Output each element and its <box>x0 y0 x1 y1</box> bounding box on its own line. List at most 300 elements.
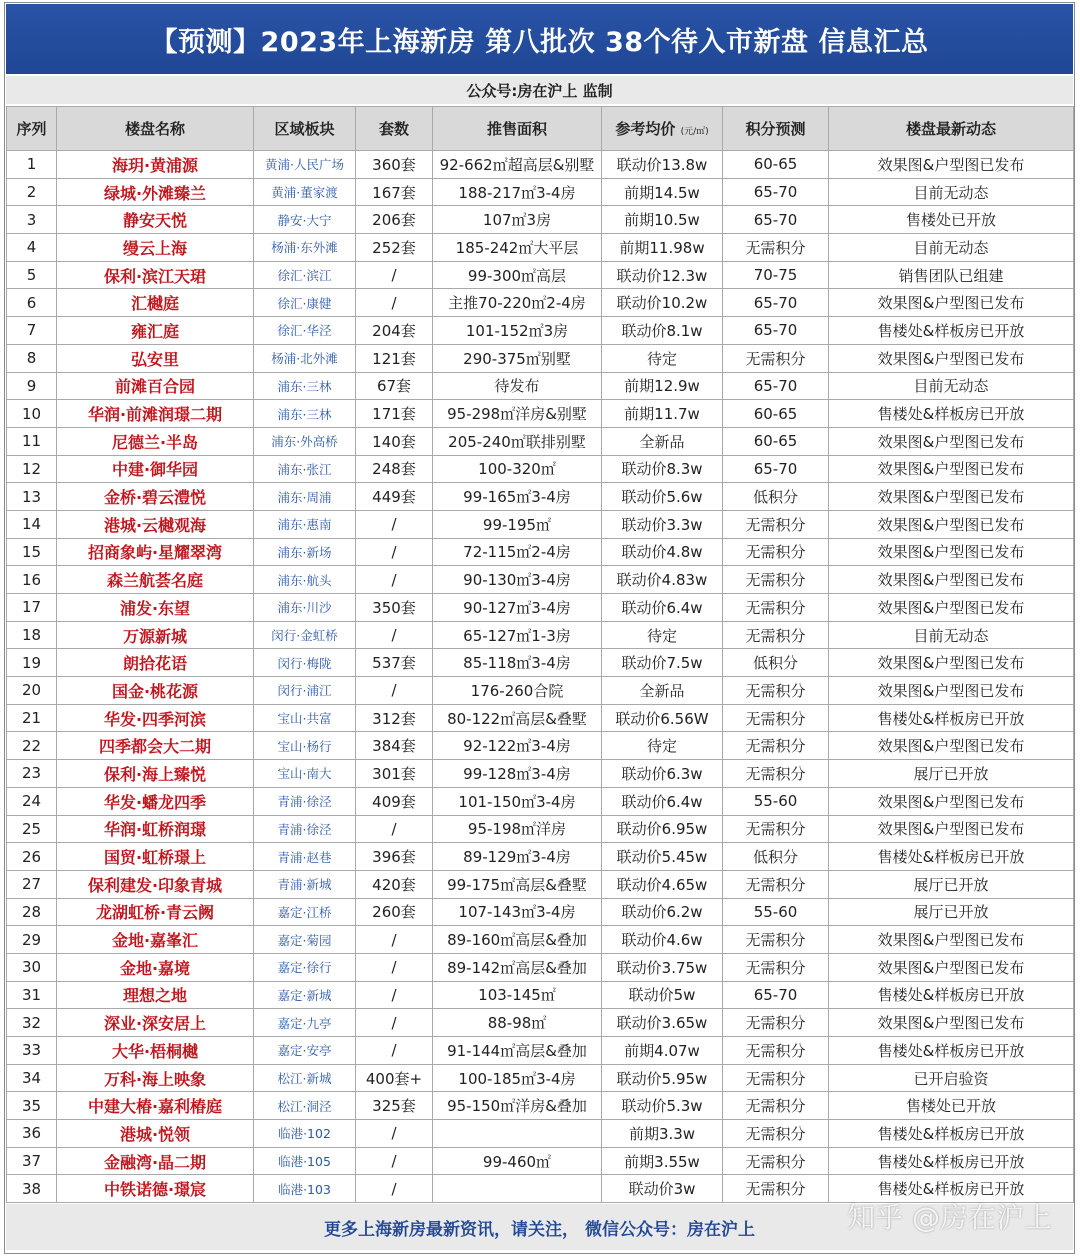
row-area: 临港·103 <box>254 1175 356 1203</box>
row-units: / <box>356 510 433 538</box>
row-area: 静安·大宁 <box>254 206 356 234</box>
row-score: 无需积分 <box>723 594 829 622</box>
row-area: 嘉定·徐行 <box>254 953 356 981</box>
row-size: 101-152㎡3房 <box>433 317 602 345</box>
row-size: 95-298㎡洋房&别墅 <box>433 400 602 428</box>
row-score: 70-75 <box>723 261 829 289</box>
row-score: 无需积分 <box>723 953 829 981</box>
row-score: 无需积分 <box>723 1147 829 1175</box>
row-name: 金地·嘉境 <box>57 953 254 981</box>
row-score: 65-70 <box>723 372 829 400</box>
row-seq: 26 <box>7 843 57 871</box>
row-area: 杨浦·东外滩 <box>254 234 356 262</box>
row-size: 88-98㎡ <box>433 1009 602 1037</box>
row-size: 205-240㎡联排别墅 <box>433 427 602 455</box>
row-name: 绿城·外滩臻兰 <box>57 178 254 206</box>
row-price: 联动价6.56W <box>602 704 723 732</box>
row-units: 140套 <box>356 427 433 455</box>
row-price: 前期3.55w <box>602 1147 723 1175</box>
table-row <box>7 372 1074 400</box>
row-seq: 20 <box>7 677 57 705</box>
row-name: 朗拾花语 <box>57 649 254 677</box>
row-name: 保利·滨江天珺 <box>57 261 254 289</box>
row-name: 浦发·东望 <box>57 594 254 622</box>
row-units: 121套 <box>356 344 433 372</box>
row-units: / <box>356 953 433 981</box>
row-score: 无需积分 <box>723 1120 829 1148</box>
row-name: 华润·虹桥润璟 <box>57 815 254 843</box>
row-name: 金桥·碧云澧悦 <box>57 483 254 511</box>
row-seq: 36 <box>7 1120 57 1148</box>
row-units: / <box>356 981 433 1009</box>
row-price: 联动价8.3w <box>602 455 723 483</box>
row-price: 联动价10.2w <box>602 289 723 317</box>
row-price: 联动价3.75w <box>602 953 723 981</box>
table-row <box>7 317 1074 345</box>
row-units: / <box>356 1037 433 1065</box>
watermark: 知乎 @房在沪上 <box>847 1201 1052 1234</box>
row-news: 已开启验资 <box>829 1064 1074 1092</box>
row-score: 无需积分 <box>723 1175 829 1203</box>
row-area: 临港·102 <box>254 1120 356 1148</box>
row-size: 90-127㎡3-4房 <box>433 594 602 622</box>
row-score: 低积分 <box>723 649 829 677</box>
table-row <box>7 538 1074 566</box>
table-row <box>7 815 1074 843</box>
table-row <box>7 261 1074 289</box>
row-seq: 6 <box>7 289 57 317</box>
row-score: 无需积分 <box>723 704 829 732</box>
footer-text: 更多上海新房最新资讯，请关注， 微信公众号：房在沪上 <box>324 1219 755 1240</box>
row-size: 99-175㎡高层&叠墅 <box>433 870 602 898</box>
table-row <box>7 206 1074 234</box>
table-row <box>7 1009 1074 1037</box>
row-size: 待发布 <box>433 372 602 400</box>
table-row <box>7 677 1074 705</box>
row-price: 联动价5.95w <box>602 1064 723 1092</box>
row-price: 联动价4.6w <box>602 926 723 954</box>
table-row <box>7 1120 1074 1148</box>
row-size: 99-165㎡3-4房 <box>433 483 602 511</box>
row-size: 89-160㎡高层&叠加 <box>433 926 602 954</box>
row-seq: 19 <box>7 649 57 677</box>
row-units: 409套 <box>356 787 433 815</box>
row-news: 目前无动态 <box>829 621 1074 649</box>
row-news: 展厅已开放 <box>829 760 1074 788</box>
row-price: 联动价3.3w <box>602 510 723 538</box>
row-seq: 35 <box>7 1092 57 1120</box>
row-news: 售楼处&样板房已开放 <box>829 1037 1074 1065</box>
row-name: 港城·悦领 <box>57 1120 254 1148</box>
row-seq: 14 <box>7 510 57 538</box>
row-size: 99-300㎡高层 <box>433 261 602 289</box>
header-price-unit: (元/㎡) <box>680 127 709 137</box>
row-news: 效果图&户型图已发布 <box>829 483 1074 511</box>
row-seq: 29 <box>7 926 57 954</box>
row-units: 384套 <box>356 732 433 760</box>
row-units: 171套 <box>356 400 433 428</box>
row-size <box>433 1120 602 1148</box>
row-news: 目前无动态 <box>829 234 1074 262</box>
row-news: 效果图&户型图已发布 <box>829 953 1074 981</box>
row-seq: 17 <box>7 594 57 622</box>
row-size: 95-198㎡洋房 <box>433 815 602 843</box>
row-units: 325套 <box>356 1092 433 1120</box>
row-name: 龙湖虹桥·青云阙 <box>57 898 254 926</box>
row-seq: 32 <box>7 1009 57 1037</box>
row-area: 闵行·梅陇 <box>254 649 356 677</box>
row-seq: 3 <box>7 206 57 234</box>
row-score: 无需积分 <box>723 926 829 954</box>
row-units: / <box>356 677 433 705</box>
row-area: 浦东·张江 <box>254 455 356 483</box>
row-size: 92-122㎡3-4房 <box>433 732 602 760</box>
row-size: 107㎡3房 <box>433 206 602 234</box>
row-score: 60-65 <box>723 427 829 455</box>
header-score: 积分预测 <box>723 107 829 151</box>
row-area: 嘉定·江桥 <box>254 898 356 926</box>
table-row <box>7 649 1074 677</box>
header-news: 楼盘最新动态 <box>829 107 1074 151</box>
table-header-row <box>7 107 1074 151</box>
row-size: 185-242㎡大平层 <box>433 234 602 262</box>
table-row <box>7 289 1074 317</box>
row-price: 全新品 <box>602 677 723 705</box>
row-price: 联动价6.4w <box>602 594 723 622</box>
row-score: 65-70 <box>723 206 829 234</box>
row-score: 无需积分 <box>723 1009 829 1037</box>
row-size: 89-129㎡3-4房 <box>433 843 602 871</box>
row-score: 65-70 <box>723 981 829 1009</box>
row-score: 65-70 <box>723 317 829 345</box>
row-units: / <box>356 289 433 317</box>
row-score: 60-65 <box>723 400 829 428</box>
row-area: 徐汇·华泾 <box>254 317 356 345</box>
row-units: 350套 <box>356 594 433 622</box>
row-units: 248套 <box>356 455 433 483</box>
table-row <box>7 732 1074 760</box>
row-units: 206套 <box>356 206 433 234</box>
row-price: 联动价5.6w <box>602 483 723 511</box>
row-units: 449套 <box>356 483 433 511</box>
row-score: 60-65 <box>723 151 829 179</box>
row-news: 效果图&户型图已发布 <box>829 677 1074 705</box>
table-row <box>7 400 1074 428</box>
row-size: 103-145㎡ <box>433 981 602 1009</box>
row-score: 65-70 <box>723 289 829 317</box>
row-name: 中建·御华园 <box>57 455 254 483</box>
row-size: 95-150㎡洋房&叠加 <box>433 1092 602 1120</box>
row-area: 黄浦·董家渡 <box>254 178 356 206</box>
row-price: 待定 <box>602 732 723 760</box>
row-seq: 22 <box>7 732 57 760</box>
row-seq: 8 <box>7 344 57 372</box>
row-price: 联动价13.8w <box>602 151 723 179</box>
row-name: 港城·云樾观海 <box>57 510 254 538</box>
row-score: 55-60 <box>723 787 829 815</box>
row-news: 效果图&户型图已发布 <box>829 649 1074 677</box>
row-seq: 4 <box>7 234 57 262</box>
row-name: 大华·梧桐樾 <box>57 1037 254 1065</box>
row-score: 无需积分 <box>723 1064 829 1092</box>
row-score: 55-60 <box>723 898 829 926</box>
row-news: 效果图&户型图已发布 <box>829 787 1074 815</box>
table-body <box>7 151 1074 1203</box>
row-area: 嘉定·安亭 <box>254 1037 356 1065</box>
row-area: 宝山·共富 <box>254 704 356 732</box>
row-score: 无需积分 <box>723 1037 829 1065</box>
row-price: 联动价7.5w <box>602 649 723 677</box>
row-name: 尼德兰·半岛 <box>57 427 254 455</box>
row-seq: 18 <box>7 621 57 649</box>
row-name: 深业·深安居上 <box>57 1009 254 1037</box>
row-size: 290-375㎡别墅 <box>433 344 602 372</box>
row-news: 效果图&户型图已发布 <box>829 344 1074 372</box>
row-units: / <box>356 815 433 843</box>
table-row <box>7 566 1074 594</box>
row-seq: 37 <box>7 1147 57 1175</box>
row-size: 65-127㎡1-3房 <box>433 621 602 649</box>
row-name: 保利建发·印象青城 <box>57 870 254 898</box>
row-seq: 24 <box>7 787 57 815</box>
row-units: / <box>356 621 433 649</box>
header-name: 楼盘名称 <box>57 107 254 151</box>
row-price: 联动价5.45w <box>602 843 723 871</box>
header-seq: 序列 <box>7 107 57 151</box>
row-name: 金融湾·晶二期 <box>57 1147 254 1175</box>
row-price: 联动价8.1w <box>602 317 723 345</box>
row-name: 缦云上海 <box>57 234 254 262</box>
row-area: 临港·105 <box>254 1147 356 1175</box>
row-news: 效果图&户型图已发布 <box>829 427 1074 455</box>
row-name: 弘安里 <box>57 344 254 372</box>
row-name: 海玥·黄浦源 <box>57 151 254 179</box>
table-row <box>7 787 1074 815</box>
row-area: 浦东·外高桥 <box>254 427 356 455</box>
row-units: 537套 <box>356 649 433 677</box>
row-news: 展厅已开放 <box>829 898 1074 926</box>
row-news: 效果图&户型图已发布 <box>829 538 1074 566</box>
row-news: 售楼处&样板房已开放 <box>829 400 1074 428</box>
table-row <box>7 234 1074 262</box>
row-seq: 33 <box>7 1037 57 1065</box>
row-area: 嘉定·九亭 <box>254 1009 356 1037</box>
row-size: 100-185㎡3-4房 <box>433 1064 602 1092</box>
header-size: 推售面积 <box>433 107 602 151</box>
row-price: 前期3.3w <box>602 1120 723 1148</box>
row-seq: 10 <box>7 400 57 428</box>
row-seq: 16 <box>7 566 57 594</box>
row-units: / <box>356 926 433 954</box>
row-price: 前期11.7w <box>602 400 723 428</box>
row-size: 85-118㎡3-4房 <box>433 649 602 677</box>
row-units: 260套 <box>356 898 433 926</box>
row-price: 联动价4.83w <box>602 566 723 594</box>
row-seq: 38 <box>7 1175 57 1203</box>
row-name: 国金·桃花源 <box>57 677 254 705</box>
row-size: 107-143㎡3-4房 <box>433 898 602 926</box>
table-row <box>7 483 1074 511</box>
row-units: 167套 <box>356 178 433 206</box>
row-price: 联动价12.3w <box>602 261 723 289</box>
row-news: 效果图&户型图已发布 <box>829 1009 1074 1037</box>
table-row <box>7 898 1074 926</box>
row-units: 252套 <box>356 234 433 262</box>
listing-table <box>6 106 1074 1203</box>
row-seq: 31 <box>7 981 57 1009</box>
row-news: 效果图&户型图已发布 <box>829 455 1074 483</box>
row-seq: 25 <box>7 815 57 843</box>
row-price: 联动价6.4w <box>602 787 723 815</box>
row-seq: 21 <box>7 704 57 732</box>
row-name: 中铁诺德·璟宸 <box>57 1175 254 1203</box>
row-name: 万源新城 <box>57 621 254 649</box>
row-seq: 9 <box>7 372 57 400</box>
row-news: 售楼处&样板房已开放 <box>829 1175 1074 1203</box>
row-news: 售楼处&样板房已开放 <box>829 981 1074 1009</box>
row-seq: 30 <box>7 953 57 981</box>
row-score: 无需积分 <box>723 815 829 843</box>
row-news: 展厅已开放 <box>829 870 1074 898</box>
table-row <box>7 455 1074 483</box>
row-area: 浦东·三林 <box>254 372 356 400</box>
page-title: 【预测】2023年上海新房 第八批次 38个待入市新盘 信息汇总 <box>6 4 1073 74</box>
row-size: 99-460㎡ <box>433 1147 602 1175</box>
row-score: 无需积分 <box>723 344 829 372</box>
table-row <box>7 704 1074 732</box>
row-price: 前期12.9w <box>602 372 723 400</box>
row-score: 无需积分 <box>723 566 829 594</box>
table-row <box>7 1147 1074 1175</box>
row-size: 89-142㎡高层&叠加 <box>433 953 602 981</box>
row-area: 浦东·三林 <box>254 400 356 428</box>
table-row <box>7 151 1074 179</box>
row-name: 金地·嘉峯汇 <box>57 926 254 954</box>
row-units: 360套 <box>356 151 433 179</box>
row-price: 联动价3.65w <box>602 1009 723 1037</box>
row-news: 售楼处&样板房已开放 <box>829 704 1074 732</box>
row-seq: 1 <box>7 151 57 179</box>
row-seq: 13 <box>7 483 57 511</box>
row-price: 前期10.5w <box>602 206 723 234</box>
row-name: 中建大椿·嘉利椿庭 <box>57 1092 254 1120</box>
row-price: 联动价4.8w <box>602 538 723 566</box>
row-seq: 7 <box>7 317 57 345</box>
header-price-label: 参考均价 <box>615 120 676 138</box>
row-area: 杨浦·北外滩 <box>254 344 356 372</box>
row-name: 静安天悦 <box>57 206 254 234</box>
row-size: 101-150㎡3-4房 <box>433 787 602 815</box>
row-price: 联动价6.95w <box>602 815 723 843</box>
row-area: 青浦·徐泾 <box>254 815 356 843</box>
row-news: 售楼处&样板房已开放 <box>829 843 1074 871</box>
row-seq: 27 <box>7 870 57 898</box>
row-news: 效果图&户型图已发布 <box>829 815 1074 843</box>
row-news: 效果图&户型图已发布 <box>829 926 1074 954</box>
row-score: 65-70 <box>723 178 829 206</box>
table-row <box>7 178 1074 206</box>
row-units: 312套 <box>356 704 433 732</box>
row-size: 99-195㎡ <box>433 510 602 538</box>
row-name: 招商象屿·星耀翠湾 <box>57 538 254 566</box>
row-area: 闵行·浦江 <box>254 677 356 705</box>
row-name: 汇樾庭 <box>57 289 254 317</box>
row-price: 全新品 <box>602 427 723 455</box>
row-news: 售楼处已开放 <box>829 1092 1074 1120</box>
row-area: 宝山·南大 <box>254 760 356 788</box>
row-score: 无需积分 <box>723 510 829 538</box>
row-size: 92-662㎡超高层&别墅 <box>433 151 602 179</box>
row-news: 目前无动态 <box>829 178 1074 206</box>
row-news: 售楼处&样板房已开放 <box>829 1147 1074 1175</box>
table-row <box>7 1037 1074 1065</box>
row-seq: 11 <box>7 427 57 455</box>
row-score: 无需积分 <box>723 760 829 788</box>
row-units: / <box>356 1175 433 1203</box>
row-area: 青浦·新城 <box>254 870 356 898</box>
row-price: 联动价4.65w <box>602 870 723 898</box>
table-row <box>7 344 1074 372</box>
row-units: / <box>356 538 433 566</box>
row-name: 四季都会大二期 <box>57 732 254 760</box>
table-row <box>7 870 1074 898</box>
row-price: 前期11.98w <box>602 234 723 262</box>
row-name: 保利·海上臻悦 <box>57 760 254 788</box>
row-name: 华发·四季河滨 <box>57 704 254 732</box>
table-row <box>7 427 1074 455</box>
row-price: 前期4.07w <box>602 1037 723 1065</box>
row-seq: 12 <box>7 455 57 483</box>
row-size: 100-320㎡ <box>433 455 602 483</box>
row-units: / <box>356 1009 433 1037</box>
row-seq: 15 <box>7 538 57 566</box>
row-area: 徐汇·康健 <box>254 289 356 317</box>
row-size: 90-130㎡3-4房 <box>433 566 602 594</box>
row-seq: 23 <box>7 760 57 788</box>
table-row <box>7 510 1074 538</box>
row-name: 雍汇庭 <box>57 317 254 345</box>
row-news: 效果图&户型图已发布 <box>829 151 1074 179</box>
row-area: 嘉定·菊园 <box>254 926 356 954</box>
table-row <box>7 621 1074 649</box>
row-price: 联动价5w <box>602 981 723 1009</box>
row-news: 售楼处已开放 <box>829 206 1074 234</box>
row-price: 联动价6.3w <box>602 760 723 788</box>
row-price: 联动价3w <box>602 1175 723 1203</box>
row-size: 91-144㎡高层&叠加 <box>433 1037 602 1065</box>
row-units: 204套 <box>356 317 433 345</box>
table-row <box>7 981 1074 1009</box>
row-area: 浦东·川沙 <box>254 594 356 622</box>
row-seq: 2 <box>7 178 57 206</box>
row-area: 浦东·航头 <box>254 566 356 594</box>
header-price <box>602 107 723 151</box>
row-units: 301套 <box>356 760 433 788</box>
row-size: 99-128㎡3-4房 <box>433 760 602 788</box>
row-area: 嘉定·新城 <box>254 981 356 1009</box>
row-units: 396套 <box>356 843 433 871</box>
row-name: 前滩百合园 <box>57 372 254 400</box>
row-area: 浦东·惠南 <box>254 510 356 538</box>
row-name: 万科·海上映象 <box>57 1064 254 1092</box>
row-area: 松江·洞泾 <box>254 1092 356 1120</box>
row-units: / <box>356 1147 433 1175</box>
row-units: / <box>356 261 433 289</box>
row-news: 效果图&户型图已发布 <box>829 566 1074 594</box>
row-area: 浦东·新场 <box>254 538 356 566</box>
row-score: 无需积分 <box>723 538 829 566</box>
row-area: 青浦·赵巷 <box>254 843 356 871</box>
